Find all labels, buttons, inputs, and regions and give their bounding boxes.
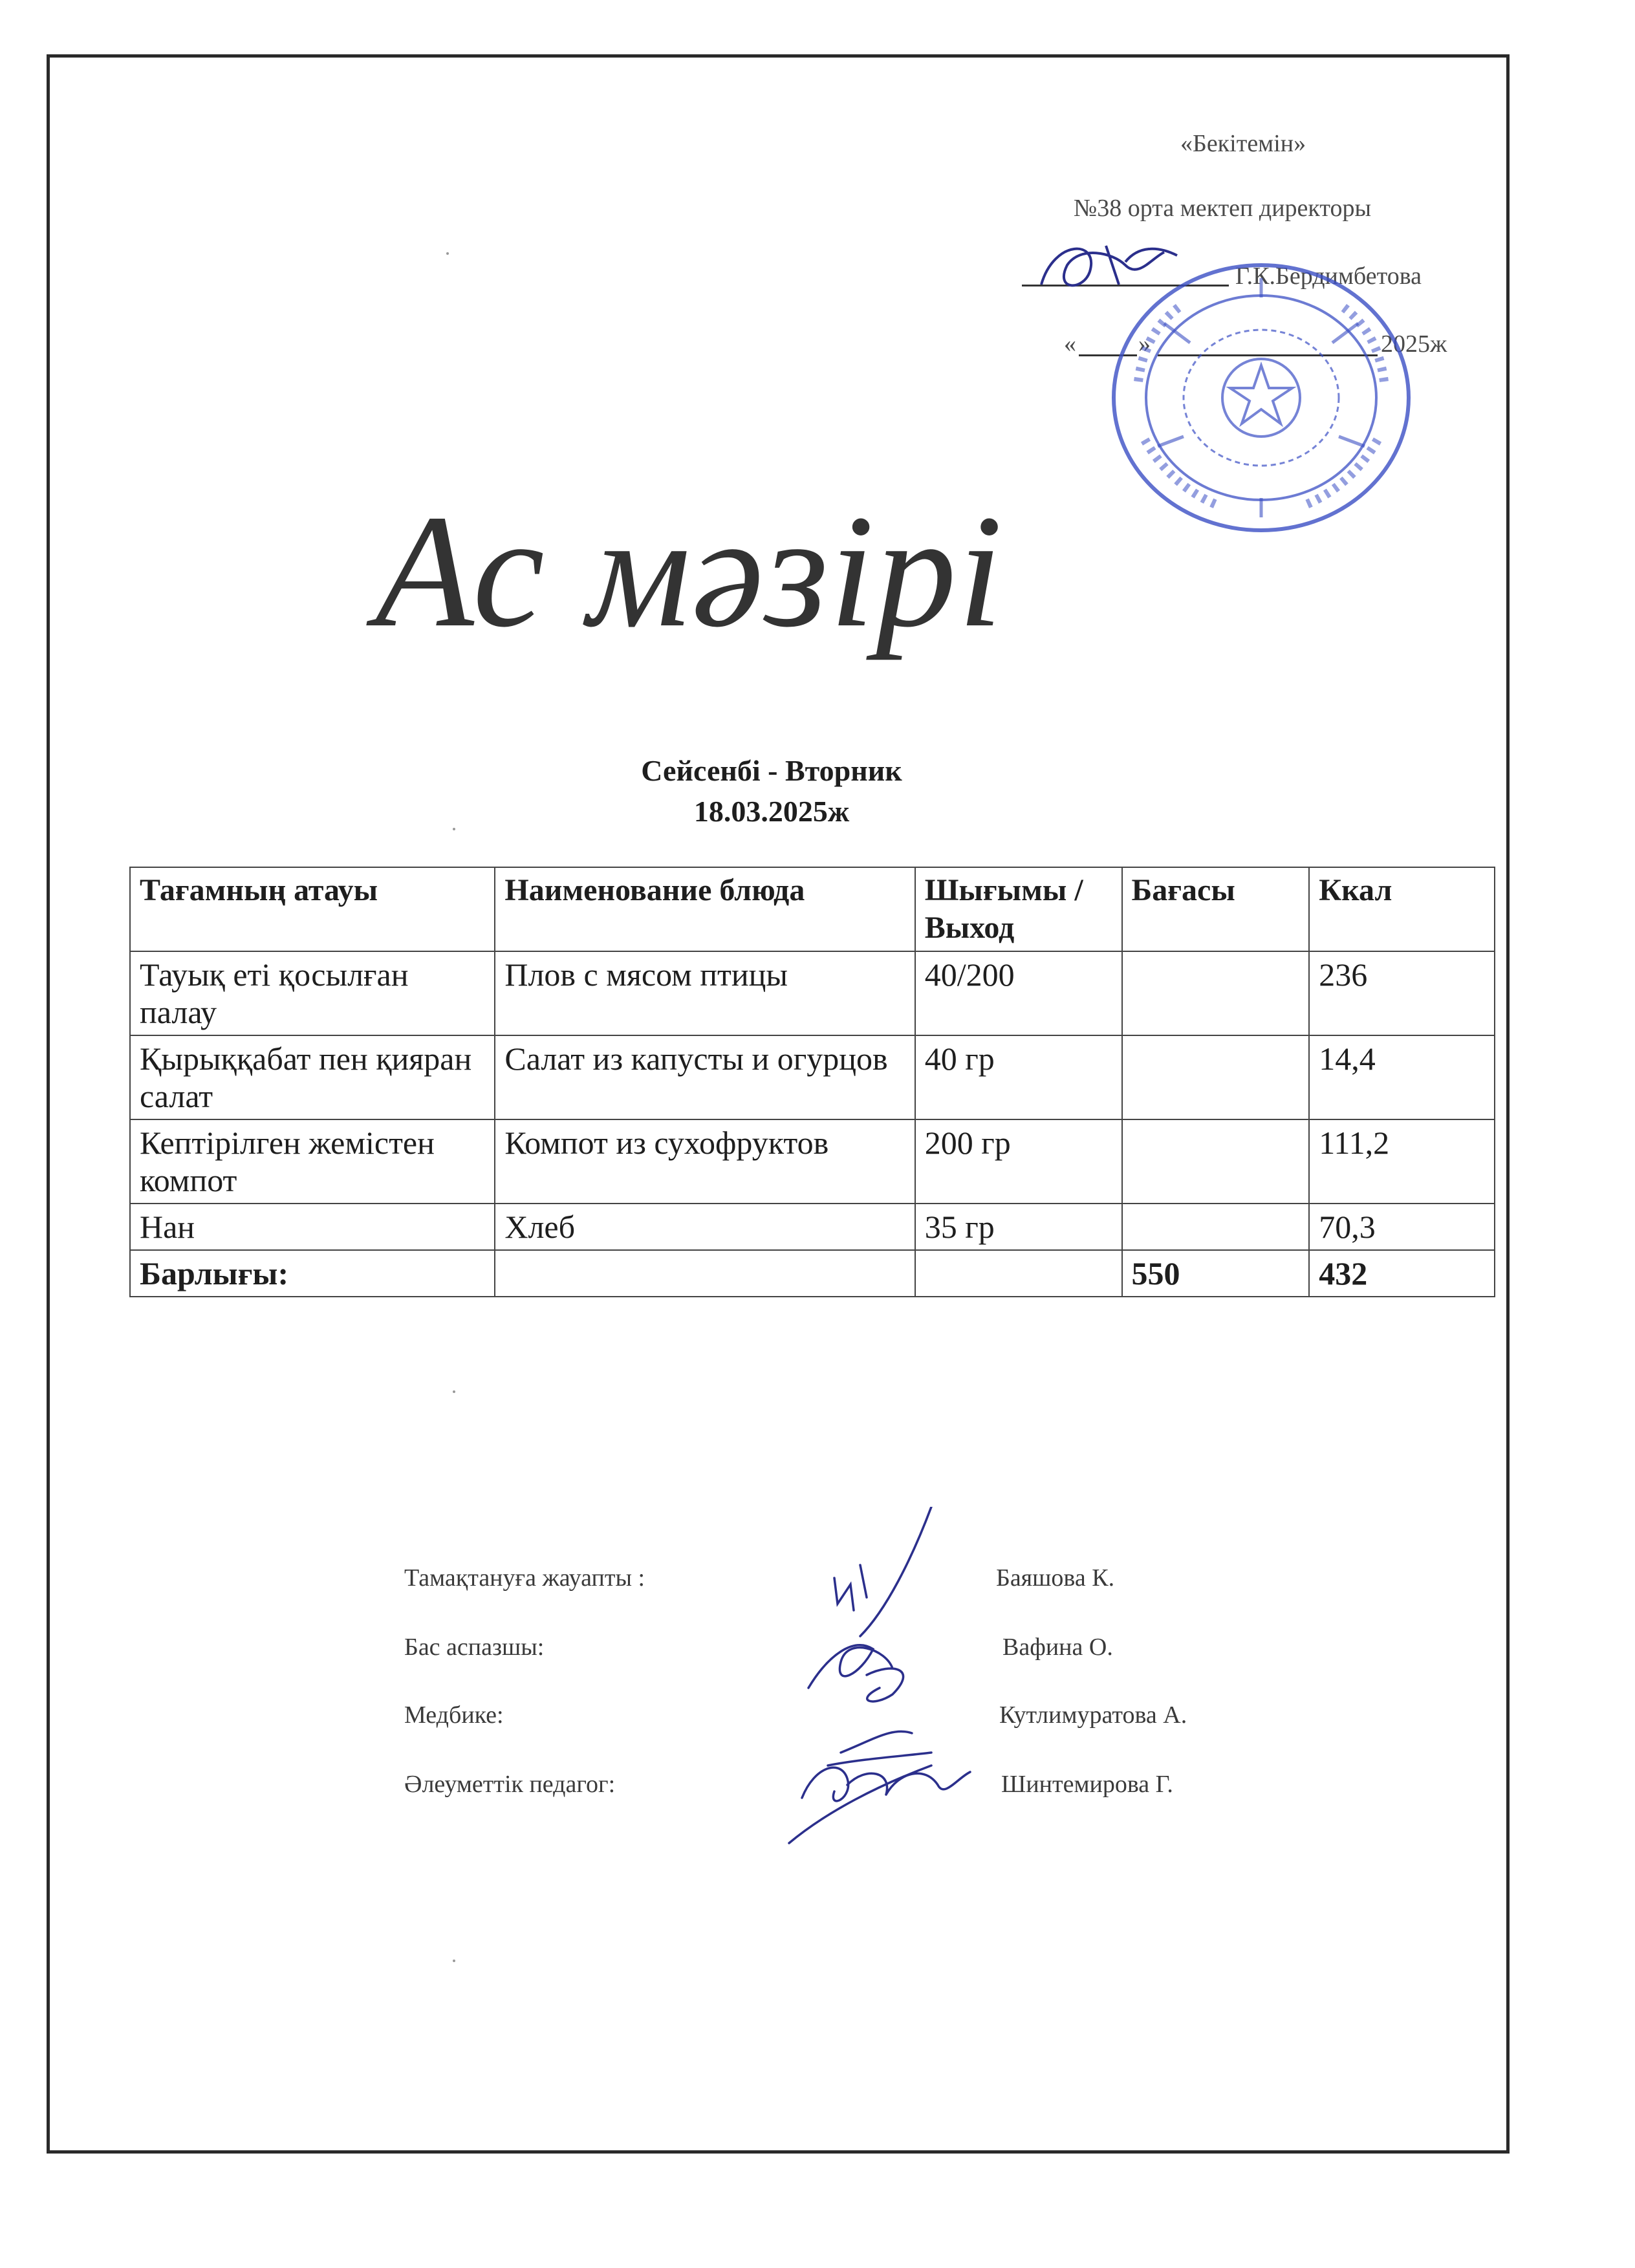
table-row: [130, 1119, 1495, 1204]
cell-dish-ru: Плов с мясом птицы: [495, 951, 915, 1035]
approval-date-open: «: [1064, 330, 1076, 358]
cell-kcal: 70,3: [1309, 1204, 1495, 1250]
cell-price: [1122, 1204, 1310, 1250]
total-price: 550: [1122, 1250, 1310, 1297]
signature-role-nurse: Медбике:: [404, 1701, 504, 1729]
cell-output: 40/200: [915, 951, 1122, 1035]
cell-dish-ru: Хлеб: [495, 1204, 915, 1250]
approval-date-suffix: 2025ж: [1381, 330, 1447, 358]
total-label: Барлығы:: [130, 1250, 495, 1297]
signature-name-social-pedagogue: Шинтемирова Г.: [1001, 1771, 1173, 1798]
cell-dish-ru: Компот из сухофруктов: [495, 1119, 915, 1204]
cell-output: 200 гр: [915, 1119, 1122, 1204]
table-row: [130, 1035, 1495, 1119]
cell-dish-kz: Нан: [130, 1204, 495, 1250]
signature-role-chef: Бас аспазшы:: [404, 1634, 545, 1661]
header-dish-kz: Тағамның атауы: [130, 867, 495, 951]
table-total-row: [130, 1250, 1495, 1297]
signature-name-chef: Вафина О.: [1002, 1634, 1113, 1661]
page-title: Ас мәзірі: [375, 482, 1004, 661]
cell-price: [1122, 1119, 1310, 1204]
signature-role-social-pedagogue: Әлеуметтік педагог:: [404, 1771, 616, 1798]
cell-dish-kz: Кептірілген жемістен компот: [130, 1119, 495, 1204]
signature-name-responsible: Баяшова К.: [996, 1564, 1115, 1592]
day-heading: Сейсенбі - Вторник: [641, 754, 902, 787]
table-header-row: [130, 867, 1495, 951]
total-output: [915, 1250, 1122, 1297]
cell-dish-kz: Тауық еті қосылған палау: [130, 951, 495, 1035]
scan-speck: [453, 1960, 455, 1962]
approval-name: Г.К.Бердимбетова: [1235, 263, 1422, 290]
handwritten-signatures: [763, 1507, 1009, 1856]
header-output: Шығымы / Выход: [915, 867, 1122, 951]
cell-kcal: 236: [1309, 951, 1495, 1035]
table-row: [130, 1204, 1495, 1250]
signature-role-responsible: Тамақтануға жауапты :: [404, 1564, 645, 1592]
header-kcal: Ккал: [1309, 867, 1495, 951]
approval-position: №38 орта мектеп директоры: [1074, 195, 1372, 222]
date-heading: 18.03.2025ж: [693, 795, 850, 828]
cell-price: [1122, 951, 1310, 1035]
cell-dish-kz: Қырыққабат пен қияран салат: [130, 1035, 495, 1119]
cell-output: 40 гр: [915, 1035, 1122, 1119]
official-stamp: [1099, 252, 1423, 543]
cell-kcal: 111,2: [1309, 1119, 1495, 1204]
cell-output: 35 гр: [915, 1204, 1122, 1250]
menu-table: [129, 867, 1495, 1297]
approval-label: «Бекітемін»: [1180, 130, 1306, 157]
scan-speck: [453, 828, 455, 830]
signature-name-nurse: Кутлимуратова А.: [999, 1701, 1187, 1729]
total-kcal: 432: [1309, 1250, 1495, 1297]
total-dish-ru: [495, 1250, 915, 1297]
cell-dish-ru: Салат из капусты и огурцов: [495, 1035, 915, 1119]
header-price: Бағасы: [1122, 867, 1310, 951]
approval-date-close: »: [1138, 330, 1151, 358]
cell-price: [1122, 1035, 1310, 1119]
cell-kcal: 14,4: [1309, 1035, 1495, 1119]
table-row: [130, 951, 1495, 1035]
header-dish-ru: Наименование блюда: [495, 867, 915, 951]
scan-speck: [453, 1390, 455, 1393]
scan-speck: [446, 252, 449, 255]
